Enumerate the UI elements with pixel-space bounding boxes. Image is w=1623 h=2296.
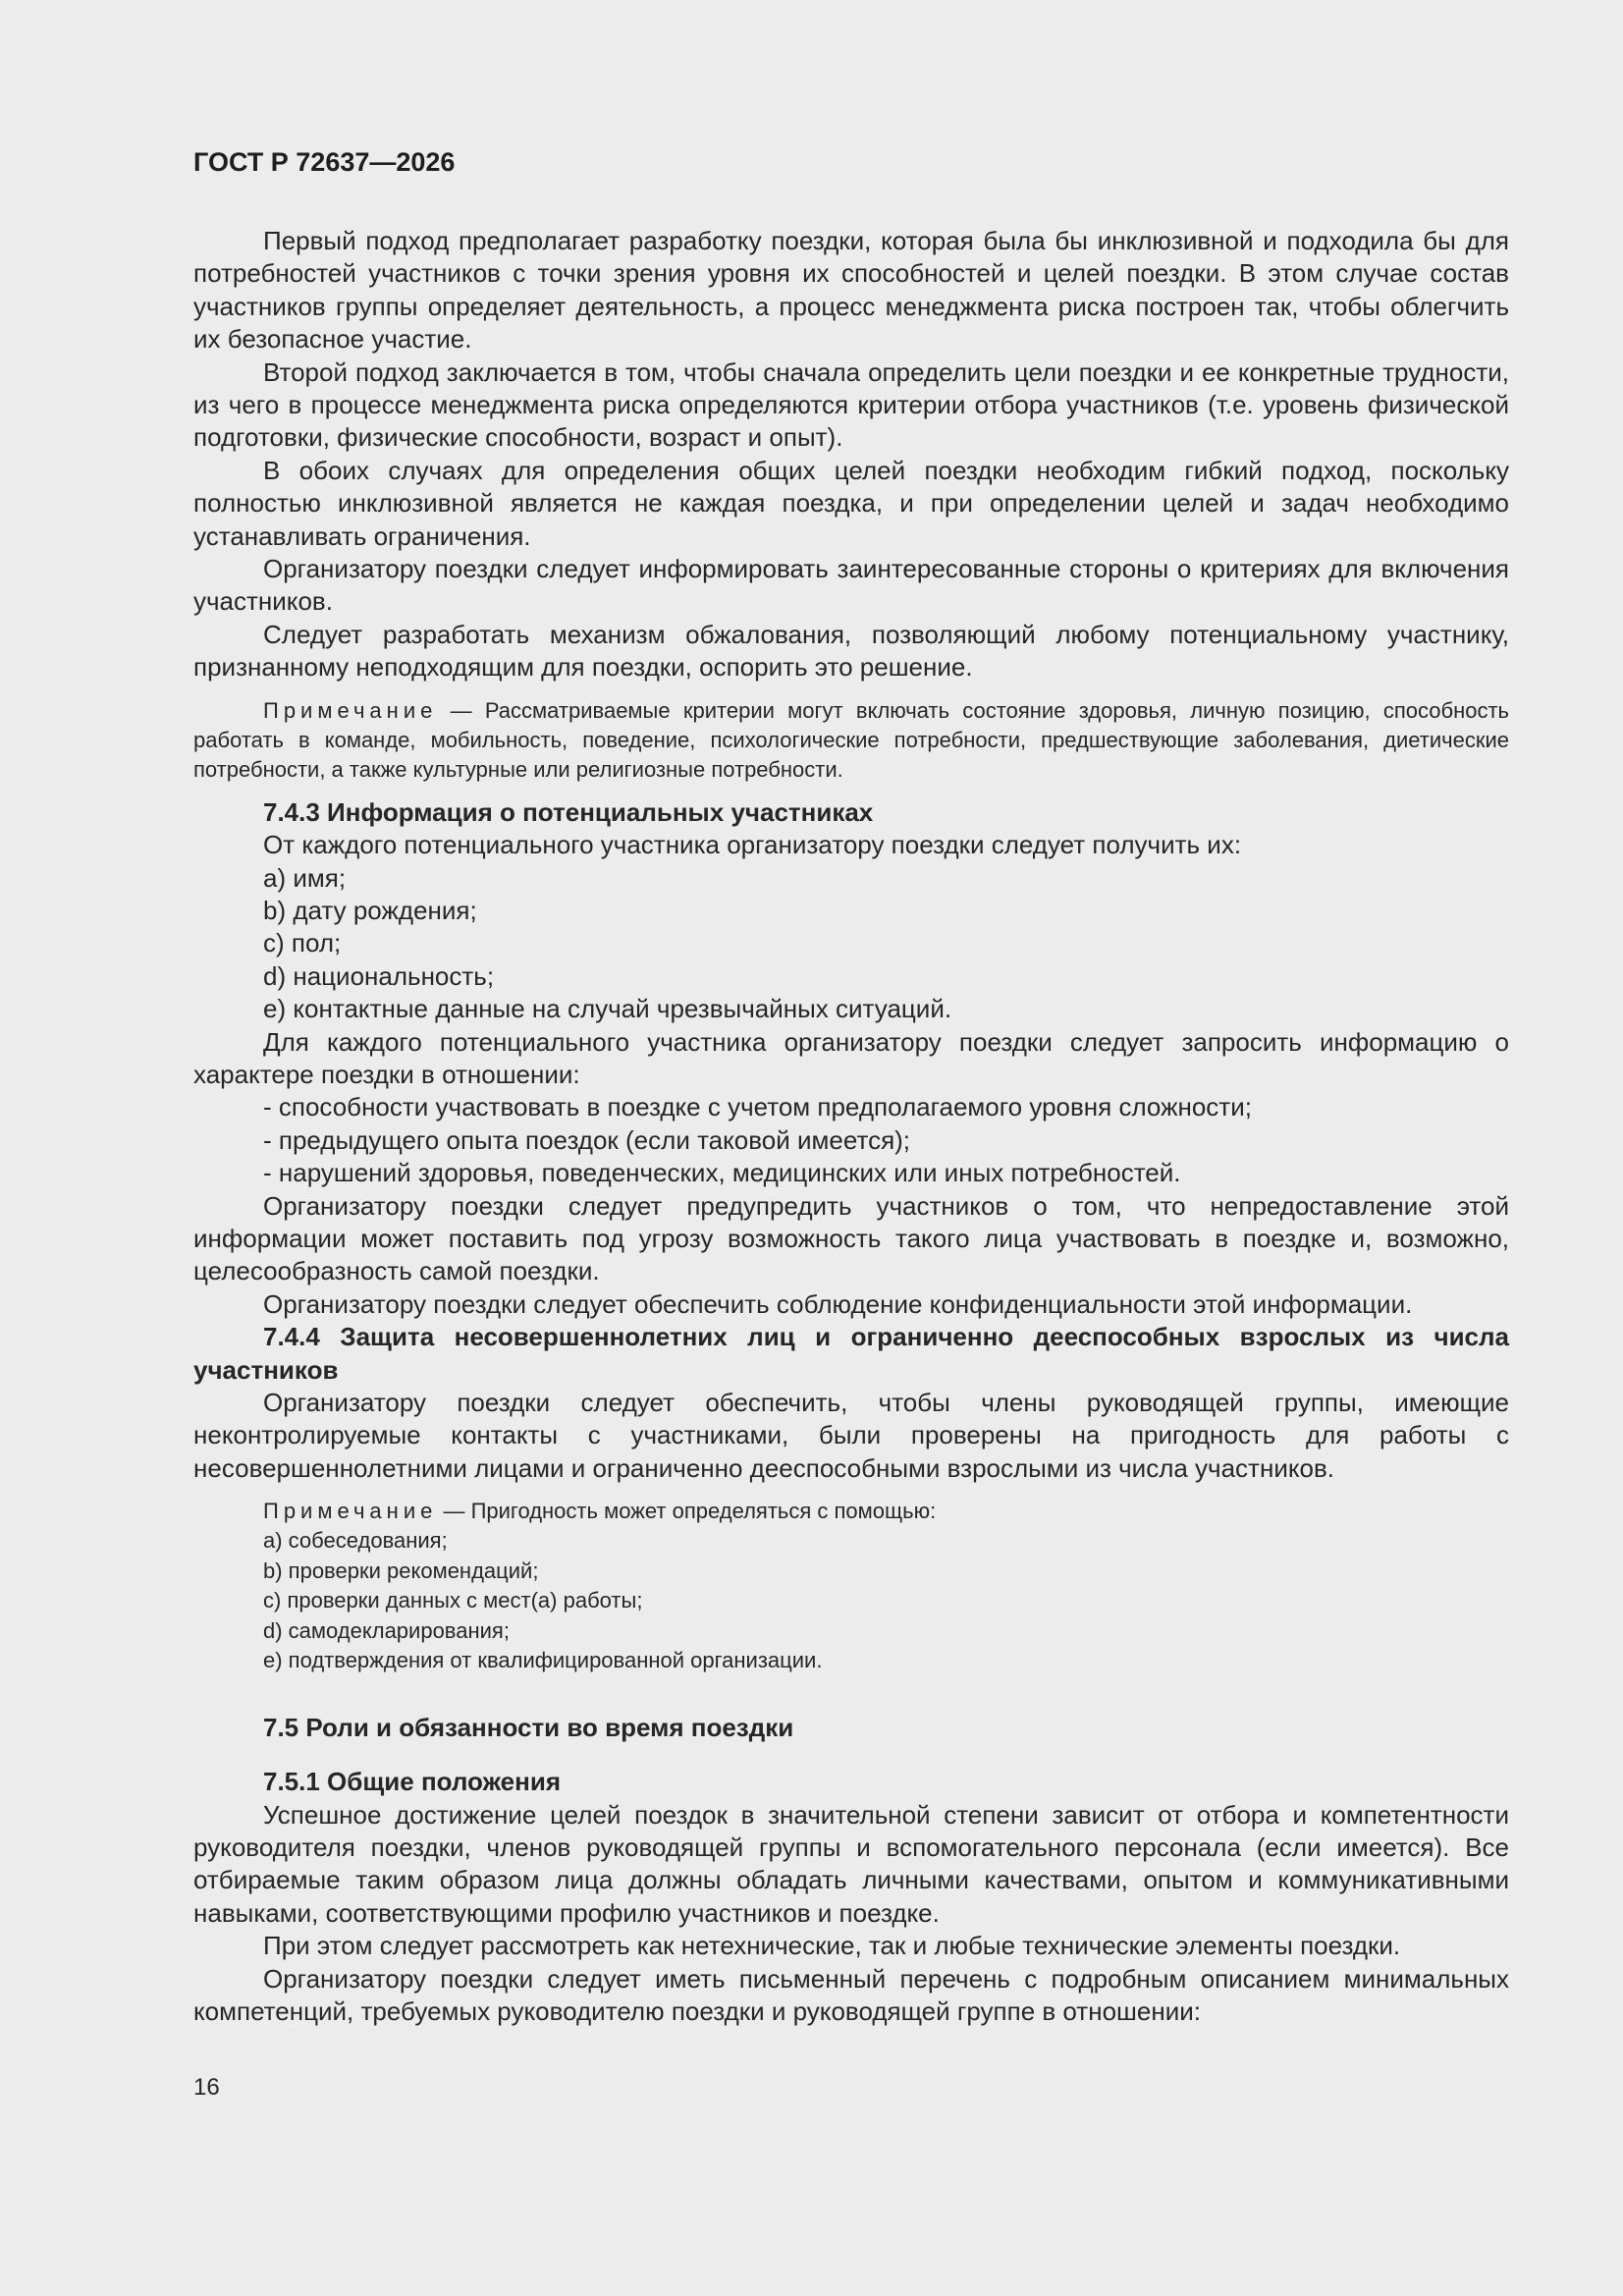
paragraph: Следует разработать механизм обжалования, позволяющий любому потенциальному участнику, признанному неподходящим для поездки, оспорить это решение. [193,619,1509,683]
paragraph: Организатору поездки следует информировать заинтересованные стороны о критериях для включения участников. [193,554,1509,617]
paragraph: При этом следует рассмотреть как нетехнические, так и любые технические элементы поездки. [263,1931,1401,1961]
note-list-item: d) самодекларирования; [263,1617,510,1643]
paragraph: Второй подход заключается в том, чтобы сначала определить цели поездки и ее конкретные трудности, из чего в процессе менеджмента риска определяются критерии отбора участников (т.е. уровень физической подготовки, физические способности, возраст и опыт). [193,356,1509,453]
list-item: c) пол; [263,928,342,958]
section-heading-7-4-4: 7.4.4 Защита несовершеннолетних лиц и ограниченно дееспособных взрослых из числа участников [193,1322,1509,1385]
note-label: Примечание [263,1499,438,1524]
section-heading-7-5-1: 7.5.1 Общие положения [263,1767,561,1797]
list-item: b) дату рождения; [263,895,477,925]
note-list-item: b) проверки рекомендаций; [263,1558,539,1583]
section-heading-7-4-3: 7.4.3 Информация о потенциальных участниках [263,796,874,827]
page-number: 16 [193,2074,220,2101]
note [193,1497,1509,1526]
list-item: - нарушений здоровья, поведенческих, медицинских или иных потребностей. [263,1158,1181,1188]
note-text: — Рассматриваемые критерии могут включать состояние здоровья, личную позицию, способность работать в команде, мобильность, поведение, психологические потребности, предшествующие заболевания, диетические потребности, а также культурные или религиозные потребности. [193,697,1509,782]
paragraph: Для каждого потенциального участника организатору поездки следует запросить информацию о характере поездки в отношении: [193,1026,1509,1089]
list-item: a) имя; [263,862,347,893]
paragraph: От каждого потенциального участника организатору поездки следует получить их: [263,830,1242,860]
list-item: - способности участвовать в поездке с учетом предполагаемого уровня сложности; [263,1092,1252,1122]
paragraph: В обоих случаях для определения общих целей поездки необходим гибкий подход, поскольку полностью инклюзивной является не каждая поездка, и при определении целей и задач необходимо устанавливать ограничения. [193,455,1509,551]
paragraph: Организатору поездки следует обеспечить соблюдение конфиденциальности этой информации. [263,1288,1413,1319]
note-label: Примечание [263,697,438,723]
note-list-item: a) собеседования; [263,1528,448,1554]
note-list-item: e) подтверждения от квалифицированной организации. [263,1648,823,1673]
document-code: ГОСТ Р 72637—2026 [193,147,456,177]
note [193,696,1509,785]
note-list-item: c) проверки данных с мест(а) работы; [263,1588,643,1613]
section-heading-7-5: 7.5 Роли и обязанности во время поездки [263,1712,794,1742]
paragraph: Первый подход предполагает разработку поездки, которая была бы инклюзивной и подходила бы для потребностей участников с точки зрения уровня их способностей и целей поездки. В этом случае состав участников группы определяет деятельность, а процесс менеджмента риска построен так, чтобы облегчить их безопасное участие. [193,226,1509,355]
list-item: e) контактные данные на случай чрезвычайных ситуаций. [263,994,952,1024]
document-body [193,225,1509,2028]
paragraph: Организатору поездки следует предупредить участников о том, что непредоставление этой информации может поставить под угрозу возможность такого лица участвовать в поездке и, возможно, целесообразность самой поездки. [193,1190,1509,1286]
list-item: - предыдущего опыта поездок (если таковой имеется); [263,1124,911,1155]
paragraph: Организатору поездки следует обеспечить, чтобы члены руководящей группы, имеющие неконтролируемые контакты с участниками, были проверены на пригодность для работы с несовершеннолетними лицами и ограниченно дееспособными взрослыми из числа участников. [193,1388,1509,1483]
note-text: — Пригодность может определяться с помощью: [437,1499,937,1524]
paragraph: Организатору поездки следует иметь письменный перечень с подробным описанием минимальных компетенций, требуемых руководителю поездки и руководящей группе в отношении: [193,1963,1509,2026]
paragraph: Успешное достижение целей поездок в значительной степени зависит от отбора и компетентности руководителя поездки, членов руководящей группы и вспомогательного персонала (если имеется). Все отбираемые таким образом лица должны обладать личными качествами, опытом и коммуникативными навыками, соответствующими профилю участников и поездке. [193,1799,1509,1928]
list-item: d) национальность; [263,960,495,991]
